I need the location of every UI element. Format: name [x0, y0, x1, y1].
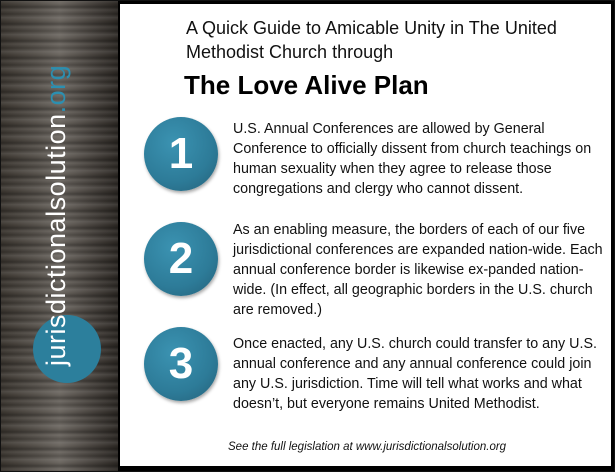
- page-title: The Love Alive Plan: [184, 70, 429, 100]
- step-1-number-badge: 1: [144, 117, 218, 191]
- step-2-number-badge: 2: [144, 222, 218, 296]
- step-3-number-badge: 3: [144, 327, 218, 401]
- site-tld: .org: [41, 64, 71, 114]
- legislation-footnote: See the full legislation at www.jurisdictionalsolution.org: [228, 441, 507, 453]
- content-panel: [120, 4, 611, 466]
- step-1-text: U.S. Annual Conferences are allowed by General Conference to officially dissent from church teachings on human sexuality when they agree to release those congregations and clergy who cannot dissent.: [233, 121, 592, 197]
- step-2-text: As an enabling measure, the borders of each of our five jurisdictional conferences are expanded nation-wide. Each annual conference border is likewise ex-panded nation-wide. (In effect, all geographic borders in the U.S. church are removed.): [233, 222, 603, 318]
- sidebar: [1, 1, 118, 471]
- guide-subtitle: A Quick Guide to Amicable Unity in The United Methodist Church through: [186, 18, 557, 62]
- site-name: jurisdictionalsolution: [41, 113, 71, 366]
- sidebar-site-name: [41, 65, 72, 366]
- step-3-text: Once enacted, any U.S. church could transfer to any U.S. annual conference and any annual conference could join any U.S. jurisdiction. Time will tell what works and what doesn’t, but everyone remains United Methodist.: [233, 336, 597, 412]
